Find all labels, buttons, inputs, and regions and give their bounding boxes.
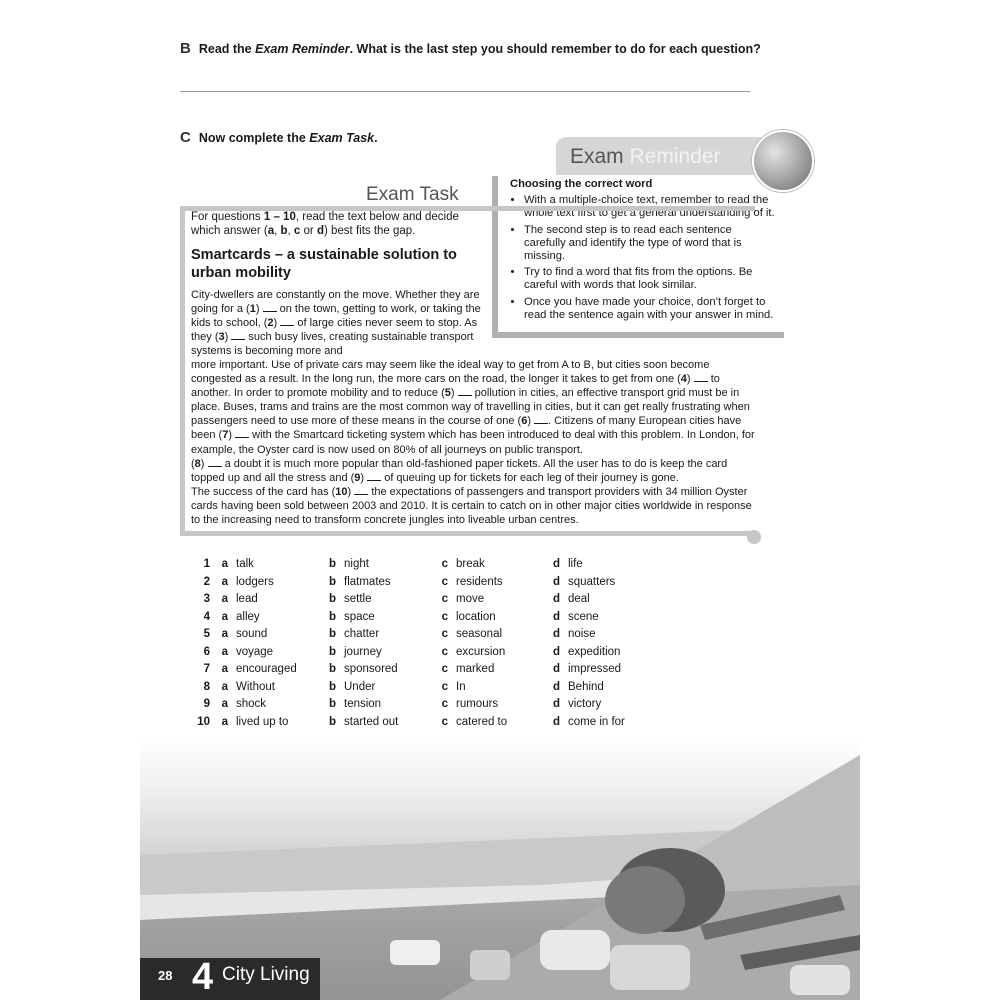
question-number: 10 — [197, 715, 210, 728]
gap-number: 2 — [267, 317, 274, 330]
option-letter: c — [441, 663, 448, 675]
option-letter: a — [221, 715, 228, 728]
article-text: such busy lives, creating sustainable transport systems is becoming more and — [191, 331, 474, 358]
option-d[interactable]: scene — [568, 610, 599, 623]
answer-line[interactable] — [180, 91, 750, 92]
option-c[interactable]: residents — [456, 575, 503, 588]
reminder-tip: • Once you have made your choice, don’t forget to read the sentence again with your answer in mind. — [524, 296, 776, 322]
question-number: 8 — [203, 680, 210, 693]
gap-blank[interactable] — [208, 457, 222, 467]
instr-text: , — [274, 225, 281, 237]
article-text: . Citizens of many European cities have been ( — [191, 415, 742, 442]
option-letter: d — [552, 680, 560, 693]
question-b — [180, 40, 761, 57]
option-letter: d — [552, 610, 560, 623]
option-letter: b — [328, 593, 336, 605]
gap-number: 10 — [335, 485, 348, 498]
article-text: City-dwellers are constantly on the move. Whether they are going for a ( — [191, 289, 480, 316]
exam-task-title: Exam Task — [366, 184, 459, 205]
option-letter: c — [441, 575, 448, 588]
option-letter: a — [221, 593, 228, 605]
option-letter: b — [328, 680, 336, 693]
option-letter: a — [221, 680, 228, 693]
option-c[interactable]: move — [456, 593, 485, 605]
option-row — [192, 591, 658, 609]
option-a[interactable]: lodgers — [236, 575, 274, 588]
option-b[interactable]: chatter — [344, 628, 380, 640]
page-number: 28 — [158, 968, 173, 983]
option-c[interactable]: seasonal — [456, 628, 503, 640]
option-letter: c — [441, 715, 448, 728]
option-b[interactable]: flatmates — [344, 575, 391, 588]
article-text: ) — [686, 373, 694, 386]
option-letter: c — [441, 610, 448, 623]
exam-reminder-title-b: Reminder — [629, 145, 721, 168]
instr-letter: a — [267, 225, 275, 237]
option-c[interactable]: rumours — [456, 698, 499, 710]
instr-letter: c — [293, 225, 301, 237]
option-b[interactable]: space — [344, 610, 375, 623]
option-c[interactable]: catered to — [456, 715, 508, 728]
gap-blank[interactable] — [694, 372, 708, 382]
article-text: ) — [360, 471, 368, 484]
gap-number: 9 — [354, 471, 361, 484]
option-letter: c — [441, 645, 448, 658]
gap-number: 7 — [222, 429, 229, 442]
question-number: 5 — [203, 628, 210, 640]
article-text: a doubt it is much more popular than old-fashioned paper tickets. All the user has to do is keep the card topped up and all the stress and ( — [191, 457, 728, 484]
option-letter: d — [552, 698, 560, 710]
instr-text: , read the text below and decide which answer ( — [191, 211, 459, 237]
page-footer — [140, 958, 320, 1000]
option-letter: a — [221, 575, 228, 588]
option-b[interactable]: Under — [344, 680, 376, 693]
question-number: 3 — [203, 593, 210, 605]
option-letter: a — [221, 645, 228, 658]
article-text: pollution in cities, an effective transport grid must be in place. Buses, trams and trains are the most common way of travelling in cities, but it can get really frustrating when passengers need to use more of these means in the course of one ( — [191, 387, 750, 428]
article-text: ) — [255, 303, 263, 316]
gap-number: 4 — [680, 373, 687, 386]
article-text: on the town, getting to work, or taking the kids to school, ( — [191, 303, 481, 330]
reminder-tip: • With a multiple-choice text, remember to read the whole text first to get a general understanding of it. — [524, 194, 776, 220]
question-letter: B — [180, 40, 191, 57]
article-text: ) — [200, 457, 208, 470]
option-row — [192, 679, 658, 697]
article-body — [191, 358, 757, 527]
option-letter: b — [328, 628, 336, 640]
container — [790, 965, 850, 995]
option-letter: b — [328, 663, 336, 675]
option-letter: d — [552, 628, 560, 640]
article-text: of queuing up for tickets for each leg of their journey is gone. — [381, 471, 679, 484]
article-text: ) — [273, 317, 281, 330]
question-number: 6 — [203, 645, 210, 658]
option-d[interactable]: deal — [568, 593, 590, 605]
answer-options — [192, 556, 658, 731]
option-a[interactable]: shock — [236, 698, 267, 710]
instr-text: , — [287, 225, 294, 237]
option-d[interactable]: victory — [568, 698, 602, 710]
question-text: . What is the last step you should remember to do for each question? — [349, 42, 761, 56]
option-letter: c — [441, 680, 448, 693]
gap-blank[interactable] — [367, 471, 381, 481]
unit-number: 4 — [192, 956, 214, 998]
option-letter: a — [221, 663, 228, 675]
instr-text: For questions — [191, 211, 264, 223]
question-text: Read the — [198, 42, 256, 56]
option-row — [192, 661, 658, 679]
option-letter: b — [328, 575, 336, 588]
option-d[interactable]: come in for — [568, 715, 625, 728]
option-letter: c — [441, 558, 448, 570]
article-text: to another. In order to promote mobility and to reduce ( — [191, 373, 720, 400]
bottle — [540, 930, 610, 970]
option-a[interactable]: talk — [236, 558, 254, 570]
option-row — [192, 556, 658, 574]
option-b[interactable]: sponsored — [344, 663, 398, 675]
option-a[interactable]: voyage — [236, 645, 274, 658]
instr-letter: d — [316, 225, 324, 237]
article-text: ) — [450, 387, 458, 400]
exam-reminder-title-a: Exam — [570, 145, 630, 168]
option-a[interactable]: Without — [236, 680, 275, 693]
question-text: . — [374, 131, 378, 145]
article-text: ) — [228, 429, 236, 442]
option-b[interactable]: night — [344, 558, 369, 570]
option-row — [192, 574, 658, 592]
reminder-tip: • Try to find a word that fits from the options. Be careful with words that look similar. — [524, 266, 776, 292]
article-text: with the Smartcard ticketing system which has been introduced to deal with this problem. In London, for example, the Oyster card is now used on 80% of all journeys on public transport. — [191, 429, 755, 456]
option-row — [192, 696, 658, 714]
gap-number: 3 — [218, 331, 225, 344]
option-c[interactable]: marked — [456, 663, 495, 675]
instr-range: 1 – 10 — [263, 211, 296, 223]
option-letter: a — [221, 610, 228, 623]
instr-text: ) best fits the gap. — [323, 225, 416, 237]
option-d[interactable]: squatters — [568, 575, 616, 588]
question-text-italic: Exam Task — [309, 131, 375, 145]
gap-blank[interactable] — [235, 428, 249, 438]
instr-letter: b — [280, 225, 288, 237]
gap-blank[interactable] — [280, 316, 294, 326]
article-text: The success of the card has ( — [191, 485, 336, 498]
gap-number: 6 — [521, 415, 528, 428]
option-b[interactable]: settle — [344, 593, 372, 605]
option-c[interactable]: location — [456, 610, 496, 623]
gap-number: 8 — [194, 457, 201, 470]
option-letter: b — [328, 645, 336, 658]
option-c[interactable]: In — [456, 680, 466, 693]
question-c — [180, 129, 378, 146]
option-a[interactable]: encouraged — [236, 663, 297, 675]
article-body-top — [191, 288, 483, 358]
exam-task-instructions — [191, 210, 481, 238]
option-a[interactable]: lived up to — [236, 715, 289, 728]
option-d[interactable]: expedition — [568, 645, 621, 658]
reminder-tip: • The second step is to read each sentence carefully and identify the type of word that is missing. — [524, 224, 776, 264]
bottle — [390, 940, 440, 965]
gap-number: 1 — [249, 303, 256, 316]
exam-reminder-heading: Choosing the correct word — [510, 178, 653, 190]
option-b[interactable]: journey — [344, 645, 382, 658]
option-letter: b — [328, 558, 336, 570]
option-letter: c — [441, 628, 448, 640]
question-number: 9 — [203, 698, 210, 710]
question-number: 4 — [203, 610, 210, 623]
article-text: the expectations of passengers and transport providers with 34 million Oyster cards having been sold between 2003 and 2010. It is certain to catch on in other major cities worldwide in response to the increasing need to transform concrete jungles into liveable urban centres. — [191, 485, 752, 527]
option-letter: d — [552, 575, 560, 588]
option-letter: d — [552, 558, 560, 570]
option-c[interactable]: break — [456, 558, 485, 570]
option-row — [192, 714, 658, 732]
question-text: Now complete the — [198, 131, 310, 145]
question-letter: C — [180, 129, 191, 146]
article-text: ) — [224, 331, 232, 344]
option-letter: c — [441, 593, 448, 605]
article-text: of large cities never seem to stop. As they ( — [191, 317, 478, 344]
option-letter: d — [552, 663, 560, 675]
exam-reminder-title — [556, 137, 784, 175]
option-letter: a — [221, 558, 228, 570]
gap-blank[interactable] — [354, 485, 368, 495]
option-letter: d — [552, 645, 560, 658]
gap-blank[interactable] — [458, 386, 472, 396]
option-letter: d — [552, 593, 560, 605]
unit-title: City Living — [222, 964, 310, 985]
article-title: Smartcards – a sustainable solution to urban mobility — [191, 247, 457, 281]
question-number: 2 — [203, 575, 210, 588]
option-a[interactable]: alley — [236, 610, 260, 623]
barrel-end — [605, 866, 685, 934]
option-d[interactable]: Behind — [568, 680, 604, 693]
option-row — [192, 644, 658, 662]
instr-text: or — [300, 225, 317, 237]
option-d[interactable]: life — [568, 558, 583, 570]
option-letter: a — [221, 628, 228, 640]
question-number: 7 — [203, 663, 210, 675]
frame-end-dot — [747, 530, 761, 544]
option-a[interactable]: sound — [236, 628, 268, 640]
option-letter: c — [441, 698, 448, 710]
gap-blank[interactable] — [534, 414, 548, 424]
option-letter: d — [552, 715, 560, 728]
gap-blank[interactable] — [263, 302, 277, 312]
option-letter: b — [328, 610, 336, 623]
article-text: ) — [347, 485, 355, 498]
gap-blank[interactable] — [231, 330, 245, 340]
option-row — [192, 626, 658, 644]
option-b[interactable]: tension — [344, 698, 382, 710]
question-text-italic: Exam Reminder — [255, 42, 350, 56]
container — [610, 945, 690, 990]
article-text: more important. Use of private cars may seem like the ideal way to get from A to B, but cities soon become congested as a result. In the long run, the more cars on the road, the longer it takes to get from one ( — [191, 359, 710, 386]
option-letter: a — [221, 698, 228, 710]
option-c[interactable]: excursion — [456, 645, 506, 658]
option-d[interactable]: impressed — [568, 663, 622, 675]
article-text: ) — [527, 415, 535, 428]
question-number: 1 — [203, 558, 210, 570]
option-letter: b — [328, 715, 336, 728]
gap-number: 5 — [444, 387, 451, 400]
option-a[interactable]: lead — [236, 593, 258, 605]
bottle — [470, 950, 510, 980]
article-text: ( — [191, 457, 195, 470]
option-d[interactable]: noise — [568, 628, 596, 640]
option-b[interactable]: started out — [344, 715, 399, 728]
option-row — [192, 609, 658, 627]
option-letter: b — [328, 698, 336, 710]
